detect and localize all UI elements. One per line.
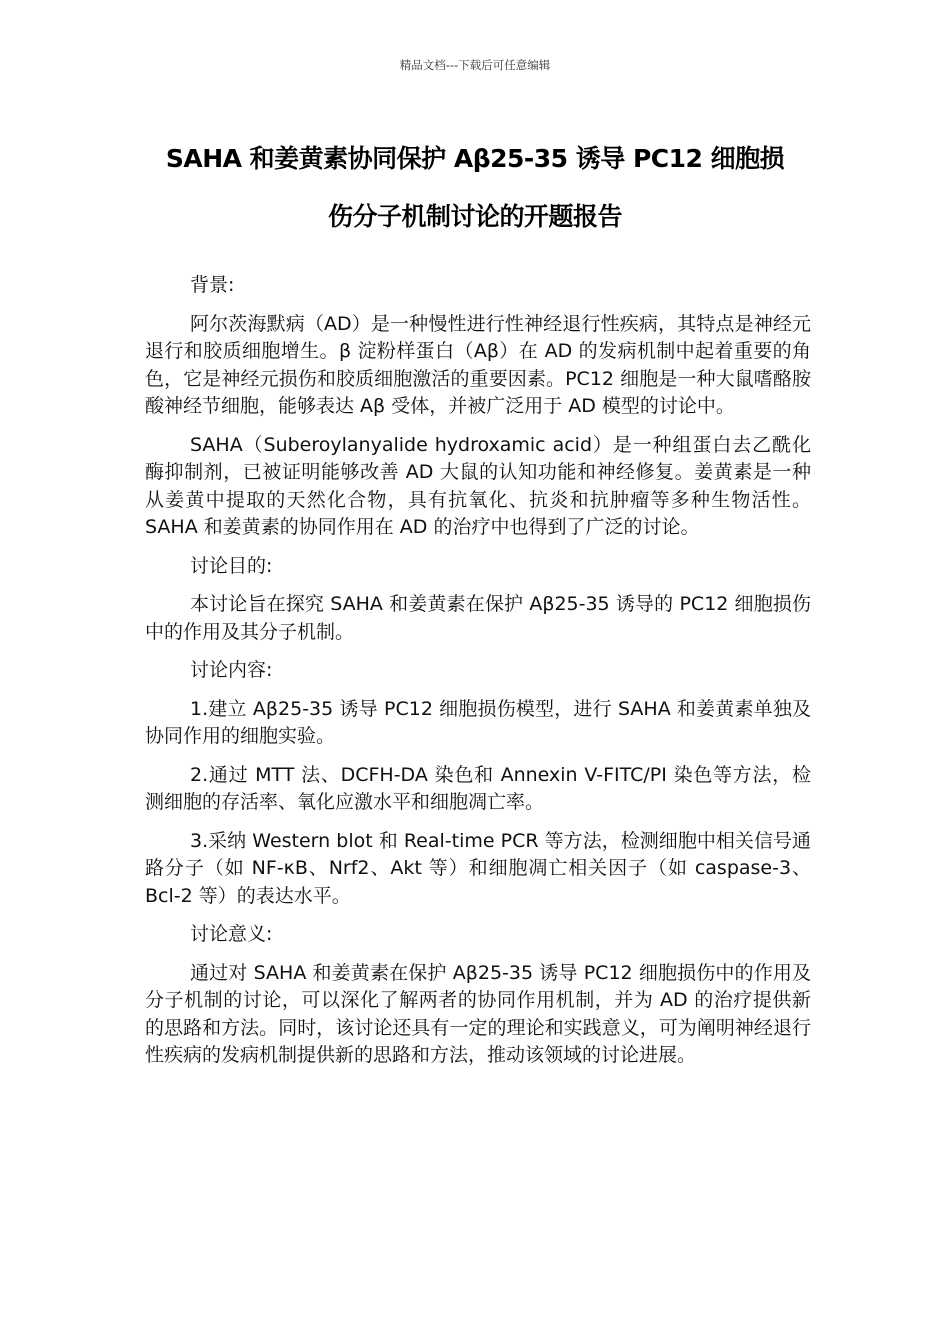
content-heading: 讨论内容: — [190, 659, 273, 681]
page-header: 精品文档---下载后可任意编辑 — [399, 58, 551, 72]
content-item-3: 3.采纳 Western blot 和 Real-time PCR 等方法，检测细胞中相关信号通路分子（如 NF-κB、Nrf2、Akt 等）和细胞凋亡相关因子（如 caspase-3、Bcl-2 等）的表达水平。 — [145, 829, 811, 907]
background-heading: 背景: — [190, 274, 235, 296]
background-paragraph-1: 阿尔茨海默病（AD）是一种慢性进行性神经退行性疾病，其特点是神经元退行和胶质细胞增生。β 淀粉样蛋白（Aβ）在 AD 的发病机制中起着重要的角色，它是神经元损伤和胶质细胞激活的重要因素。PC12 细胞是一种大鼠嗜酪胺酸神经节细胞，能够表达 Aβ 受体，并被广泛用于 AD 模型的讨论中。 — [145, 312, 811, 417]
document-body — [145, 272, 811, 1081]
purpose-heading: 讨论目的: — [190, 554, 273, 577]
content-item-1: 1.建立 Aβ25-35 诱导 PC12 细胞损伤模型，进行 SAHA 和姜黄素单独及协同作用的细胞实验。 — [145, 697, 811, 747]
content-item-2: 2.通过 MTT 法、DCFH-DA 染色和 Annexin V-FITC/PI 染色等方法，检测细胞的存活率、氧化应激水平和细胞凋亡率。 — [145, 763, 811, 813]
title-line-1: SAHA 和姜黄素协同保护 Aβ25-35 诱导 PC12 细胞损 — [165, 144, 785, 173]
significance-heading: 讨论意义: — [190, 923, 273, 945]
purpose-paragraph: 本讨论旨在探究 SAHA 和姜黄素在保护 Aβ25-35 诱导的 PC12 细胞损伤中的作用及其分子机制。 — [145, 593, 811, 643]
background-paragraph-2: SAHA（Suberoylanyalide hydroxamic acid）是一种组蛋白去乙酰化酶抑制剂，已被证明能够改善 AD 大鼠的认知功能和神经修复。姜黄素是一种从姜黄中提取的天然化合物，具有抗氧化、抗炎和抗肿瘤等多种生物活性。SAHA 和姜黄素的协同作用在 AD 的治疗中也得到了广泛的讨论。 — [145, 433, 811, 538]
significance-paragraph: 通过对 SAHA 和姜黄素在保护 Aβ25-35 诱导 PC12 细胞损伤中的作用及分子机制的讨论，可以深化了解两者的协同作用机制，并为 AD 的治疗提供新的思路和方法。同时，该讨论还具有一定的理论和实践意义，可为阐明神经退行性疾病的发病机制提供新的思路和方法，推动该领域的讨论进展。 — [145, 961, 811, 1066]
document-title — [120, 130, 830, 246]
title-line-2: 伤分子机制讨论的开题报告 — [327, 202, 622, 231]
